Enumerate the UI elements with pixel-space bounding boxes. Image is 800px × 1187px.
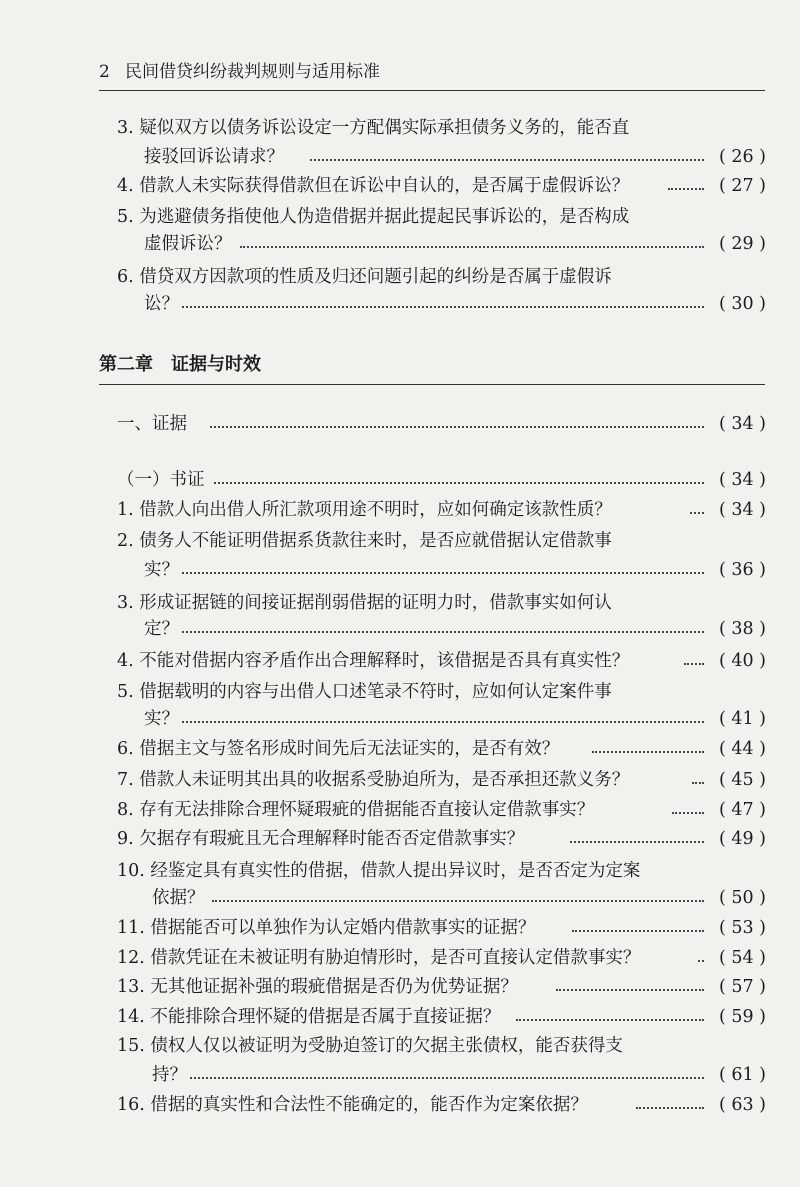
toc-entry-text: 8. 存有无法排除合理怀疑瑕疵的借据能否直接认定借款事实？ xyxy=(117,800,595,820)
toc-entry-text: 12. 借款凭证在未被证明有胁迫情形时，是否可直接认定借款事实？ xyxy=(117,948,641,968)
toc-entry-line xyxy=(0,171,800,201)
toc-entry-line xyxy=(0,856,800,886)
toc-entry-text: 实？ xyxy=(144,560,179,580)
toc-entry-text: 虚假诉讼？ xyxy=(144,234,232,254)
toc-entry-text: 13. 无其他证据补强的瑕疵借据是否仍为优势证据？ xyxy=(117,977,518,997)
chapter-rule xyxy=(99,384,765,385)
toc-page-ref: ( 34 ) xyxy=(718,470,766,490)
toc-page-ref: ( 47 ) xyxy=(718,800,766,820)
toc-entry-line xyxy=(0,972,800,1002)
toc-page-ref: ( 41 ) xyxy=(718,709,766,729)
toc-entry-text: 7. 借款人未证明其出具的收据系受胁迫所为，是否承担还款义务？ xyxy=(117,770,630,790)
dot-leader xyxy=(572,930,704,932)
toc-page-ref: ( 53 ) xyxy=(718,918,766,938)
toc-entry-text: 4. 借款人未实际获得借款但在诉讼中自认的，是否属于虚假诉讼？ xyxy=(117,176,630,196)
toc-page-ref: ( 50 ) xyxy=(718,888,766,908)
toc-entry-line xyxy=(0,289,800,319)
toc-entry-text: 4. 不能对借据内容矛盾作出合理解释时，该借据是否具有真实性？ xyxy=(117,651,630,671)
toc-entry-text: 定？ xyxy=(144,619,179,639)
running-header xyxy=(99,60,763,84)
toc-page-ref: ( 59 ) xyxy=(718,1007,766,1027)
toc-page-ref: ( 54 ) xyxy=(718,948,766,968)
dot-leader xyxy=(692,782,704,784)
toc-page-ref: ( 34 ) xyxy=(718,414,766,434)
dot-leader xyxy=(182,721,704,723)
dot-leader xyxy=(516,1019,704,1021)
toc-page-ref: ( 63 ) xyxy=(718,1095,766,1115)
toc-entry-line xyxy=(0,526,800,556)
toc-entry-line xyxy=(0,795,800,825)
header-rule xyxy=(99,90,765,91)
toc-entry-text: 10. 经鉴定具有真实性的借据，借款人提出异议时，是否否定为定案 xyxy=(117,861,641,881)
dot-leader xyxy=(668,188,704,190)
toc-entry-line xyxy=(0,824,800,854)
toc-entry-line xyxy=(0,677,800,707)
toc-page-ref: ( 27 ) xyxy=(718,176,766,196)
toc-page-ref: ( 61 ) xyxy=(718,1065,766,1085)
dot-leader xyxy=(214,482,704,484)
toc-entry-text: 5. 为逃避债务指使他人伪造借据并据此提起民事诉讼的，是否构成 xyxy=(117,207,630,227)
dot-leader xyxy=(182,306,704,308)
toc-subsection-text: （一）书证 xyxy=(117,470,205,490)
toc-entry-text: 11. 借据能否可以单独作为认定婚内借款事实的证据？ xyxy=(117,918,536,938)
toc-page-ref: ( 30 ) xyxy=(718,294,766,314)
toc-entry-line xyxy=(0,943,800,973)
dot-leader xyxy=(182,631,704,633)
toc-page-ref: ( 49 ) xyxy=(718,829,766,849)
toc-entry-line xyxy=(0,646,800,676)
toc-entry-line xyxy=(0,883,800,913)
toc-entry-line xyxy=(0,202,800,232)
running-title: 民间借贷纠纷裁判规则与适用标准 xyxy=(125,62,380,82)
toc-entry-text: 3. 疑似双方以债务诉讼设定一方配偶实际承担债务义务的，能否直 xyxy=(117,118,630,138)
toc-entry-line xyxy=(0,1090,800,1120)
toc-section-text: 一、证据 xyxy=(117,414,187,434)
toc-entry-line xyxy=(0,1002,800,1032)
toc-page-ref: ( 34 ) xyxy=(718,500,766,520)
toc-entry-text: 16. 借据的真实性和合法性不能确定的，能否作为定案依据？ xyxy=(117,1095,588,1115)
toc-entry-text: 6. 借贷双方因款项的性质及归还问题引起的纠纷是否属于虚假诉 xyxy=(117,267,612,287)
toc-page-ref: ( 44 ) xyxy=(718,739,766,759)
toc-page-ref: ( 38 ) xyxy=(718,619,766,639)
dot-leader xyxy=(210,426,704,428)
toc-entry-line xyxy=(0,555,800,585)
toc-entry-text: 讼？ xyxy=(144,294,179,314)
dot-leader xyxy=(592,751,704,753)
toc-entry-text: 9. 欠据存有瑕疵且无合理解释时能否否定借款事实？ xyxy=(117,829,525,849)
dot-leader xyxy=(636,1107,704,1109)
toc-entry-line xyxy=(0,1060,800,1090)
dot-leader xyxy=(212,900,704,902)
toc-entry-line xyxy=(0,765,800,795)
toc-page-ref: ( 29 ) xyxy=(718,234,766,254)
toc-entry-text: 依据？ xyxy=(152,888,205,908)
toc-entry-line xyxy=(0,113,800,143)
toc-page-ref: ( 57 ) xyxy=(718,977,766,997)
dot-leader xyxy=(182,572,704,574)
toc-entry-line xyxy=(0,704,800,734)
toc-entry-text: 5. 借据载明的内容与出借人口述笔录不符时，应如何认定案件事 xyxy=(117,682,612,702)
toc-entry-line xyxy=(0,614,800,644)
dot-leader xyxy=(570,841,704,843)
toc-entry-text: 2. 债务人不能证明借据系货款往来时，是否应就借据认定借款事 xyxy=(117,531,612,551)
toc-subsection-line xyxy=(0,465,800,495)
dot-leader xyxy=(310,159,704,161)
toc-entry-line xyxy=(0,229,800,259)
dot-leader xyxy=(190,1077,704,1079)
toc-entry-text: 接驳回诉讼请求？ xyxy=(144,147,284,167)
toc-entry-text: 持？ xyxy=(152,1065,187,1085)
dot-leader xyxy=(240,246,704,248)
toc-entry-line xyxy=(0,262,800,292)
page-number: 2 xyxy=(99,62,110,82)
dot-leader xyxy=(684,663,704,665)
toc-section-line xyxy=(0,409,800,439)
dot-leader xyxy=(698,960,704,962)
toc-entry-text: 实？ xyxy=(144,709,179,729)
toc-page-ref: ( 36 ) xyxy=(718,560,766,580)
chapter-heading xyxy=(99,350,763,380)
toc-page-ref: ( 26 ) xyxy=(718,147,766,167)
toc-entry-text: 1. 借款人向出借人所汇款项用途不明时，应如何确定该款性质？ xyxy=(117,500,612,520)
toc-entry-line xyxy=(0,734,800,764)
dot-leader xyxy=(672,812,704,814)
chapter-title: 证据与时效 xyxy=(171,354,261,375)
toc-page-ref: ( 40 ) xyxy=(718,651,766,671)
dot-leader xyxy=(556,989,704,991)
toc-entry-line xyxy=(0,142,800,172)
toc-entry-line xyxy=(0,1031,800,1061)
dot-leader xyxy=(690,512,704,514)
toc-entry-text: 3. 形成证据链的间接证据削弱借据的证明力时，借款事实如何认 xyxy=(117,593,612,613)
toc-entry-text: 14. 不能排除合理怀疑的借据是否属于直接证据？ xyxy=(117,1007,501,1027)
toc-entry-text: 15. 债权人仅以被证明为受胁迫签订的欠据主张债权，能否获得支 xyxy=(117,1036,623,1056)
toc-page-ref: ( 45 ) xyxy=(718,770,766,790)
toc-entry-line xyxy=(0,913,800,943)
chapter-number: 第二章 xyxy=(99,354,153,375)
toc-entry-text: 6. 借据主文与签名形成时间先后无法证实的，是否有效？ xyxy=(117,739,560,759)
toc-entry-line xyxy=(0,495,800,525)
